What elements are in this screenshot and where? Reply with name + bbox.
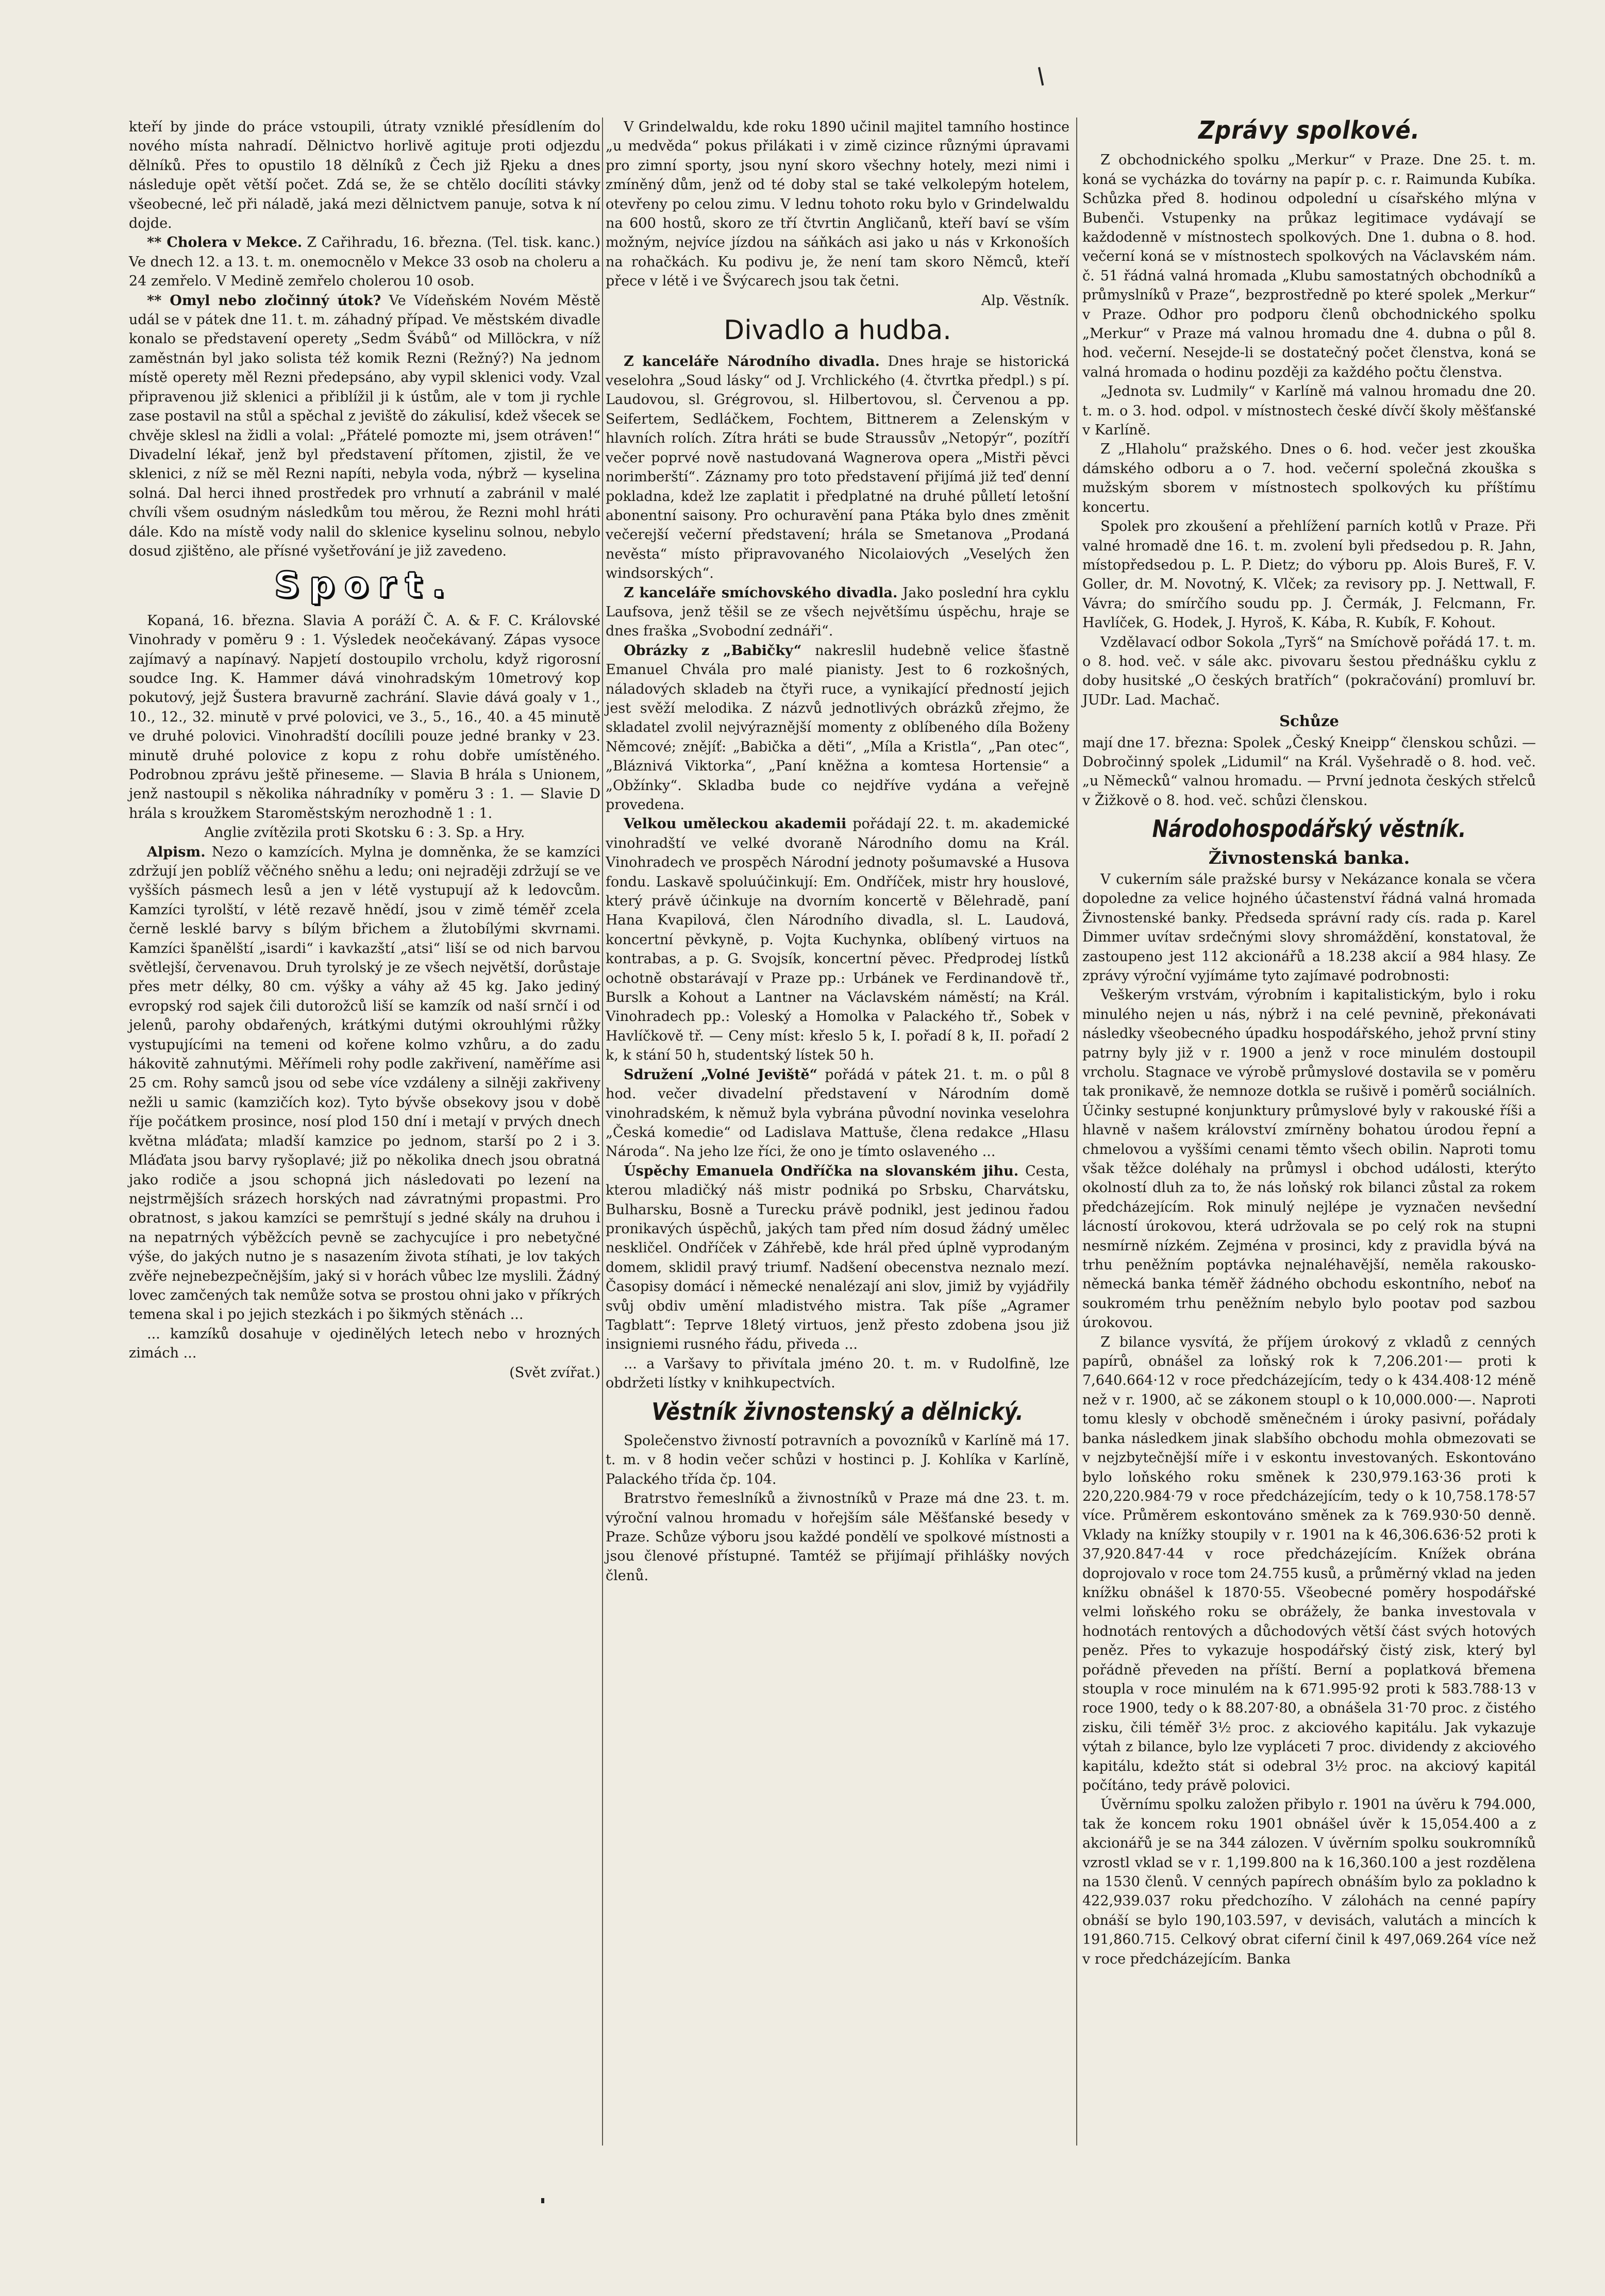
- paragraph: Z bilance vysvítá, že příjem úrokový z vkladů z cenných papírů, obnášel za loňský rok k 7,206.201·— proti k 7,640.664·12 v roce předcházejícím, tedy o k 434.408·12 méně než v r. 1900, ač se zákonem stoupl o k 10,000.000·—. Naproti tomu klesly v obchodě směnečném i úroky pasivní, pořádaly banka následkem jinak slabšího obchodu mohla obmezovati se v nejzbytečnější míře i v eskontu investovaných. Eskontováno bylo loňského roku směnek k 230,979.163·36 proti k 220,220.984·79 v roce předcházejícím, tedy o k 10,758.178·57 více. Průměrem eskontováno směnek za k 769.930·50 denně. Vklady na knížky stoupily v r. 1901 na k 46,306.636·52 proti k 37,920.847·44 v roce předcházejícím. Knížek obrána doprojovalo v roce tom 24.755 kusů, a průměrný vklad na jeden knížku obnášel k 1870·55. Všeobecné poměry hospodářské velmi loňského roku se obrážely, že banka investovala v hodnotách rentových a důchodových větší část svých hotových peněz. Přes to vykazuje hospodářský čistý zisk, který byl pořádně převeden na příští. Berní a poplatková břemena stoupla v roce minulém na k 671.995·92 proti k 583.788·13 v roce 1900, tedy o k 88.207·80, a obnášela 31·70 proc. z čistého zisku, čili téměř 3½ proc. z akciového kapitálu. Jak vykazuje výtah z bilance, bylo lze vypláceti 7 proc. dividendy z akciového kapitálu, kdežto stát si odebral 3½ proc. na akciový kapitál počítáno, tedy právě polovici.: [1082, 1334, 1536, 1794]
- paragraph: mají dne 17. března: Spolek „Český Kneipp“ členskou schůzi. — Dobročinný spolek „Lidumil“ na Král. Vyšehradě o 8. hod. več. „u Německů“ valnou hromadu. — První jednota českých střelců v Žižkově o 8. hod. več. schůzi členskou.: [1082, 734, 1536, 809]
- ink-mark: [1036, 66, 1046, 88]
- paragraph: Vzdělavací odbor Sokola „Tyrš“ na Smíchově pořádá 17. t. m. o 8. hod. več. v sále akc. pivovaru šestou přednášku cyklu z doby husitské „O českých bratřích“ (pokračování) promluví br. JUDr. Lad. Machač.: [1082, 634, 1536, 708]
- paragraph: Sdružení „Volné Jeviště“ pořádá v pátek 21. t. m. o půl 8 hod. večer divadelní představení v Národním domě vinohradském, k němuž byla vybrána původní novinka veselohra „Česká komedie“ od Ladislava Mattuše, člena redakce „Hlasu Národa“. Na jeho lze říci, že ono je tímto oslaveného ...: [606, 1066, 1069, 1160]
- section-heading-narodohospodarsky: Národohospodářský věstník.: [1152, 815, 1466, 843]
- paragraph: Společenstvo živností potravních a povozníků v Karlíně má 17. t. m. v 8 hodin večer schůzi v hostinci p. J. Kohlíka v Karlíně, Palackého třída čp. 104.: [606, 1432, 1069, 1487]
- paragraph: Alpism. Nezo o kamzících. Mylna je domněnka, že se kamzíci zdržují jen poblíž věčného sněhu a ledu; oni nejraději zdržují se ve vyšších pásmech lesů a jen v létě vystupují až k ledovcům. Kamzíci tyrolští, v létě rezavě hnědí, jsou v zimě téměř zcela černě lesklé barvy s bílým břichem a žlutobílými skvrnami. Kamzíci španělští „isardi“ i kavkazští „atsi“ liší se od nich barvou světlejší, červenavou. Druh tyrolský je ze všech největší, dorůstaje přes metr délky, 80 cm. výšky a váhy až 45 kg. Jako jediný evropský rod sajek čili dutorožců liší se kamzík od naší srnčí i od jelenů, parohy obdařených, krátkými dutými okrouhlými růžky vystupujícími na temeni od kořene kolmo vzhůru, a do zadu hákovitě zahnutými. Měřímeli rohy podle zakřivení, naměříme asi 25 cm. Rohy samců jsou od sebe více vzdáleny a silněji zakřiveny nežli u samic (kamzičích koz). Tyto bývše obsekovy jsou v době říje počátkem prosince, nosí plod 150 dní i metají v prvých dnech května mláďata; mladší kamzice po jednom, starší po 2 i 3. Mláďata jsou barvy ryšoplavé; již po několika dnech jsou obratná jako rodiče a jsou schopná jich následovati po lezení na nejstrmějších srázech horských nad závratnými propastmi. Pro obratnost, s jakou kamzíci se pemrštují s jedné skály na druhou i na nepatrných výběžcích pevně se zachycujíce i pro nebetyčné výše, do jakých nutno je s nasazením života stíhati, je lov takých zvěře nejnebezpečnějším, jaký si v horách vůbec lze myslili. Žádný lovec zamčených tak nemůže sotva se prostou ohni jako v příkrých temena skal i po jejich stezkách i po šikmých stěnách ...: [129, 844, 600, 1323]
- paragraph: Z kanceláře Národního divadla. Dnes hraje se historická veselohra „Soud lásky“ od J. Vrchlického (4. čtvrtka předpl.) s pí. Laudovou, sl. Grégrovou, sl. Hilbertovou, sl. Červenou a pp. Seifertem, Sedláčkem, Fochtem, Bittnerem a Zelenským v hlavních rolích. Zítra hráti se bude Straussův „Netopýr“, pozítří večer poprvé nově nastudovaná Wagnerova opera „Mistři pěvci norimberští“. Záznamy pro toto představení přijímá již teď denní pokladna, kdež lze zaplatit i předplatné na druhé půlletí letošní abonentní saisony. Pro ochuravění pana Ptáka bylo dnes změnit večerejší večerní představení; hrála se Smetanova „Prodaná nevěsta“ místo připravovaného Nicolaiových „Veselých žen windsorských“.: [606, 353, 1069, 582]
- paragraph: Z „Hlaholu“ pražského. Dnes o 6. hod. večer jest zkouška dámského odboru a o 7. hod. večerní společná zkouška s mužským sborem v místnostech spolkových ku příštímu koncertu.: [1082, 441, 1536, 515]
- paragraph: Kopaná, 16. března. Slavia A poráží Č. A. & F. C. Královské Vinohrady v poměru 9 : 1. Výsledek neočekávaný. Zápas vysoce zajímavý a napínavý. Napjetí dostoupilo vrcholu, když rigorosní soudce Ing. K. Hammer dává vinohradským 10metrový kop pokutový, jejž Šustera bravurně zachrání. Slavie dává goaly v 1., 10., 12., 32. minutě v prvé polovici, ve 3., 5., 16., 40. a 45 minutě ve druhé polovici. Vinohradští docílili pouze jedné branky v 23. minutě druhé polovice z kopu z rohu dobře umístěného. Podrobnou zprávu ještě přineseme. — Slavia B hrála s Unionem, jenž nastoupil s několika náhradníky v poměru 3 : 1. — Slavie D hrála s kroužkem Staroměstským nerozhodně 1 : 1.: [129, 612, 600, 822]
- subheading-schuze: Schůze: [1279, 712, 1339, 730]
- article-title: Z kanceláře smíchovského divadla.: [624, 584, 898, 601]
- paragraph: Anglie zvítězila proti Skotsku 6 : 3. Sp. a Hry.: [204, 825, 525, 841]
- article-title: Sdružení „Volné Jeviště“: [624, 1066, 818, 1083]
- signature: (Svět zvířat.): [509, 1364, 600, 1381]
- paragraph: Úvěrnímu spolku založen přibylo r. 1901 na úvěru k 794.000, tak že koncem roku 1901 obnášel úvěr k 15,054.400 a z akcionářů je se na 344 zálozen. V úvěrním spolku soukromníků vzrostl vklad se v r. 1,199.800 na k 16,360.100 a jest rozdělena na 1530 členů. V cenných papírech obnáším bylo za pokladno k 422,939.037 roku předchozího. V zálohách na cenné papíry obnáší se bylo 190,103.597, v devisách, valutách a mincích k 191,860.715. Celkový obrat ciferní činil k 497,069.264 více než v roce předcházejícím. Banka: [1082, 1797, 1536, 1967]
- article-title: Alpism.: [147, 844, 206, 860]
- column-left: [129, 118, 600, 1382]
- column-middle: [606, 118, 1069, 1585]
- paragraph: ** Omyl nebo zločinný útok? Ve Vídeňském Novém Městě udál se v pátek dne 11. t. m. záhadný případ. Ve městském divadle konalo se představení operety „Sedm Švábů“ od Millöckra, v níž zaměstnán byl jako solista též komik Rezni (Režný?) Na jednom místě operety měl Rezni předepsáno, aby vypil sklenici vody. Vzal připravenou již sklenici a přiblížil ji k ústům, ale v tom ji rychle zase postavil na stůl a spěchal z jeviště do zákulisí, kdež všecek se chvěje sklesl na židli a volal: „Přátelé pomozte mi, jsem otráven!“ Divadelní lékař, jenž byl představení přítomen, zjistil, že ve sklenici, z níž se měl Rezni napíti, nebyla voda, nýbrž — kyselina solná. Dal herci ihned prostředek pro vrhnutí a zabránil v malé chvíli všem osudným následkům tou měrou, že Rezni mohl hráti dále. Kdo na místě vody nalil do sklenice kyselinu solnou, nebylo dosud zjištěno, ale přísné vyšetřování je již zavedeno.: [129, 292, 600, 559]
- paragraph: Bratrstvo řemeslníků a živnostníků v Praze má dne 23. t. m. výroční valnou hromadu v hořejším sále Měšťanské besedy v Praze. Schůze výboru jsou každé pondělí ve spolkové místnosti a jsou členové přístupné. Tamtéž se přijímají přihlášky nových členů.: [606, 1490, 1069, 1584]
- section-heading-sport: Sport.: [274, 565, 455, 606]
- article-title: ** Cholera v Mekce.: [147, 234, 303, 251]
- section-heading-vestnik: Věstník živnostenský a dělnický.: [651, 1397, 1024, 1426]
- column-rule: [602, 118, 603, 2146]
- paragraph: kteří by jinde do práce vstoupili, útraty vzniklé přesídlením do nového místa nahradí. Dělnictvo horlivě agituje proti odjezdu dělníků. Přes to opustilo 18 dělníků z Čech již Rjeku a dnes následuje opět větší počet. Zdá se, že se chtělo docíliti stávky všeobecné, leč při náladě, jaká mezi dělnictvem panuje, sotva k ní dojde.: [129, 119, 600, 232]
- article-title: Velkou uměleckou akademii: [624, 816, 847, 832]
- paragraph: „Jednota sv. Ludmily“ v Karlíně má valnou hromadu dne 20. t. m. o 3. hod. odpol. v místnostech české dívčí školy měšťanské v Karlíně.: [1082, 383, 1536, 439]
- paragraph: ... a Varšavy to přivítala jméno 20. t. m. v Rudolfině, lze obdržeti lístky v knihkupectvích.: [606, 1355, 1069, 1392]
- paragraph: Spolek pro zkoušení a přehlížení parních kotlů v Praze. Při valné hromadě dne 16. t. m. zvolení byli předsedou p. R. Jahn, místopředsedou p. L. P. Dietz; do výboru pp. Alois Bureš, F. V. Goller, dr. M. Novotný, K. Vlček; za revisory pp. J. Nettwall, F. Vávra; do smírčího soudu pp. J. Čermák, J. Felcmann, Fr. Havlíček, G. Hodek, J. Hyroš, K. Kába, R. Kubík, F. Kohout.: [1082, 518, 1536, 631]
- article-title: Úspěchy Emanuela Ondříčka na slovanském jihu.: [624, 1163, 1019, 1179]
- article-title: ** Omyl nebo zločinný útok?: [147, 292, 381, 309]
- paragraph: ** Cholera v Mekce. Z Cařihradu, 16. března. (Tel. tisk. kanc.) Ve dnech 12. a 13. t. m. onemocnělo v Mekce 33 osob na choleru a 24 zemřelo. V Medině zemřelo cholerou 10 osob.: [129, 234, 600, 290]
- section-heading-divadlo: Divadlo a hudba.: [724, 315, 951, 346]
- paragraph: V cukerním sále pražské bursy v Nekázance konala se včera dopoledne za velice hojného účastenství řádná valná hromada Živnostenské banky. Předseda správní rady cís. rada p. Karel Dimmer uvítav srdečnými slovy shromáždění, konstatoval, že zastoupeno jest 112 akcionářů a 18.238 akcií a 984 hlasy. Ze zprávy výroční vyjímáme tyto zajímavé podrobnosti:: [1082, 871, 1536, 984]
- paragraph: Z kanceláře smíchovského divadla. Jako poslední hra cyklu Laufsova, jenž těšil se ze všech největšímu úspěchu, hraje se dnes fraška „Svobodní zednáři“.: [606, 584, 1069, 640]
- column-right: [1082, 118, 1536, 1969]
- article-title: Obrázky z „Babičky“: [624, 642, 802, 659]
- paragraph: Úspěchy Emanuela Ondříčka na slovanském jihu. Cesta, kterou mladičký náš mistr podniká po Srbsku, Charvátsku, Bulharsku, Bosně a Turecku právě podnikl, jest jedinou řadou pronikavých úspěchů, jakých tam před ním dosud žádný umělec neskličel. Ondříček v Záhřebě, kde hrál před úplně vyprodaným domem, sklidil pravý triumf. Nadšení obecenstva neznalo mezí. Časopisy domácí i německé nenalézají ani slov, jimiž by vyjádřily svůj obdiv umění mladistvého mistra. Tak píše „Agramer Tagblatt“: Teprve 18letý virtuos, jenž přesto zdobena jsou již insigniemi rusného řádu, přiveda ...: [606, 1163, 1069, 1353]
- paragraph: Veškerým vrstvám, výrobním i kapitalistickým, bylo i roku minulého nejen u nás, nýbrž i na celé pevnině, překonávati následky všeobecného úpadku hospodářského, jehož první stiny patrny byly již v r. 1900 a jenž v roce minulém dostoupil vrcholu. Stagnace ve výrobě průmyslové dostavila se v poměru tak pronikavě, že nemnoze dotkla se rušivě i poměrů sociálních. Účinky sestupné konjunktury průmyslové byly v rakouské říši a hlavně v našem království zmírněny bohatou úrodou řepní a chmelovou a vyššími cenami těmto všech obilin. Naproti tomu však těžce doléhaly na průmysl i obchod události, kterýto okolností dluh za to, že nás loňský rok bilanci zůstal za rokem předcházejícím. Rok minulý nejlépe je vyznačen nevšední lácností úrokovou, která udržovala se po celý rok na stupni nesmírně nízkém. Zejména v prosinci, kdy z pravidla bývá na trhu peněžním poptávka nejnaléhavější, neměla rakousko-německá banka téměř žádného obchodu eskontního, neboť na soukromém trhu peněžním nebylo bylo pootav pod sazbou úrokovou.: [1082, 987, 1536, 1331]
- section-heading-zpravy: Zprávy spolkové.: [1198, 116, 1420, 145]
- ink-dot: [541, 2198, 544, 2203]
- paragraph: ... kamzíků dosahuje v ojedinělých letech nebo v hrozných zimách ...: [129, 1326, 600, 1362]
- paragraph: Obrázky z „Babičky“ nakreslil hudebně velice šťastně Emanuel Chvála pro malé pianisty. Jest to 6 rozkošných, náladových skladeb na čtyři ruce, a vynikající předností jejich jest svěží melodika. Z názvů jednotlivých obrázků zřejmo, že skladatel zvolil nejvýraznější momenty z oblíbeného díla Boženy Němcové; znějíť: „Babička a děti“, „Míla a Kristla“, „Pan otec“, „Bláznivá Viktorka“, „Paní kněžna a komtesa Hortensie“ a „Obžínky“. Skladba bude co nejdříve vydána a veřejně provedena.: [606, 642, 1069, 813]
- paragraph: V Grindelwaldu, kde roku 1890 učinil majitel tamního hostince „u medvěda“ pokus přilákati i v zimě cizince různými úpravami pro zimní sporty, jsou nyní skoro všechny hotely, mezi nimi i zmíněný dům, jenž od té doby stal se také velkolepým hotelem, otevřeny po celou zimu. V lednu tohoto roku bylo v Grindelwaldu na 600 hostů, skoro ze tří čtvrtin Angličanů, kteří baví se vším možným, nejvíce jízdou na sáňkách asi jako u nás v Krkonoších na rohačkách. Ku podivu je, že není tam skoro Němců, kteří přece v létě i ve Švýcarech jsou tak četni.: [606, 119, 1069, 290]
- subheading-zivnostenska-banka: Živnostenská banka.: [1208, 847, 1410, 868]
- paragraph: Velkou uměleckou akademii pořádají 22. t. m. akademické vinohradští ve velké dvoraně Národního domu na Král. Vinohradech ve prospěch Národní jednoty pošumavské a Husova fondu. Laskavě spoluúčinkují: Em. Ondříček, mistr hry houslové, který právě účinkuje na dvorním koncertě v Bělehradě, paní Hana Kvapilová, člen Národního divadla, sl. L. Laudová, koncertní pěvkyně, p. Vojta Kuchynka, oblíbený virtuos na kontrabas, a p. G. Svojsík, koncertní pěvec. Předprodej lístků ochotně obstarávají v Praze pp.: Urbánek ve Ferdinandově tř., Burslk a Kohout a Lantner na Václavském náměstí; na Král. Vinohradech pp.: Voleský a Homolka v Palackého tř., Sobek v Havlíčkově tř. — Ceny míst: křeslo 5 k, I. pořadí 8 k, II. pořadí 2 k, k stání 50 h, studentský lístek 50 h.: [606, 816, 1069, 1064]
- signature: Alp. Věstník.: [981, 292, 1069, 309]
- paragraph: Z obchodnického spolku „Merkur“ v Praze. Dne 25. t. m. koná se vycházka do továrny na papír p. c. r. Raimunda Kubíka. Schůzka před 8. hodinou odpolední u císařského mlýna v Bubenči. Vstupenky na průkaz legitimace vydávají se každodenně v místnostech spolkových. Dne 1. dubna o 8. hod. večerní koná se v místnostech spolkových na Václavském nám. č. 51 řádná valná hromada „Klubu samostatných obchodníků a průmyslníků v Praze“, bezprostředně po které spolek „Merkur“ v Praze. Odhor pro podporu členů obchodnického spolku „Merkur“ v Praze má valnou hromadu dne 4. dubna o půl 8. hod. večerní. Nesejde-li se dostatečný počet členstva, koná se valná hromada o hodinu později za každého počtu členstva.: [1082, 152, 1536, 380]
- column-rule: [1076, 118, 1077, 2146]
- article-title: Z kanceláře Národního divadla.: [624, 353, 880, 370]
